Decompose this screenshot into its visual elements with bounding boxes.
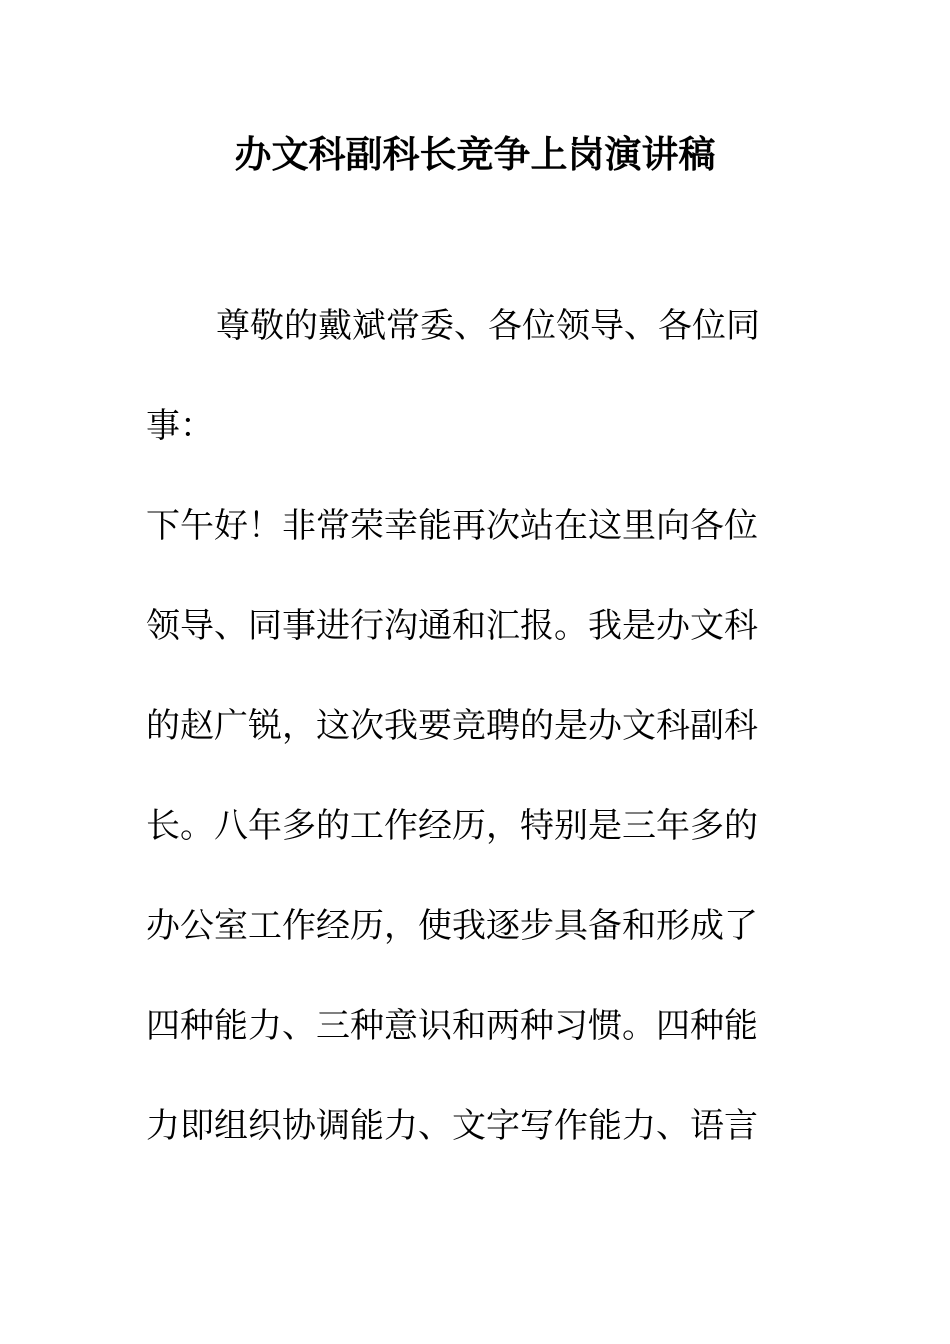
body-text-line: 四种能力、三种意识和两种习惯。四种能 — [146, 1006, 758, 1046]
body-text-line: 力即组织协调能力、文字写作能力、语言 — [146, 1106, 758, 1146]
salutation-line: 尊敬的戴斌常委、各位领导、各位同 — [216, 306, 760, 346]
body-text-line: 办公室工作经历，使我逐步具备和形成了 — [146, 906, 758, 946]
body-text-line: 下午好！非常荣幸能再次站在这里向各位 — [146, 506, 758, 546]
document-title: 办文科副科长竞争上岗演讲稿 — [234, 132, 716, 176]
body-text-line: 的赵广锐，这次我要竞聘的是办文科副科 — [146, 706, 758, 746]
body-text-line: 领导、同事进行沟通和汇报。我是办文科 — [146, 606, 758, 646]
salutation-line-end: 事： — [146, 406, 214, 446]
body-text-line: 长。八年多的工作经历，特别是三年多的 — [146, 806, 758, 846]
